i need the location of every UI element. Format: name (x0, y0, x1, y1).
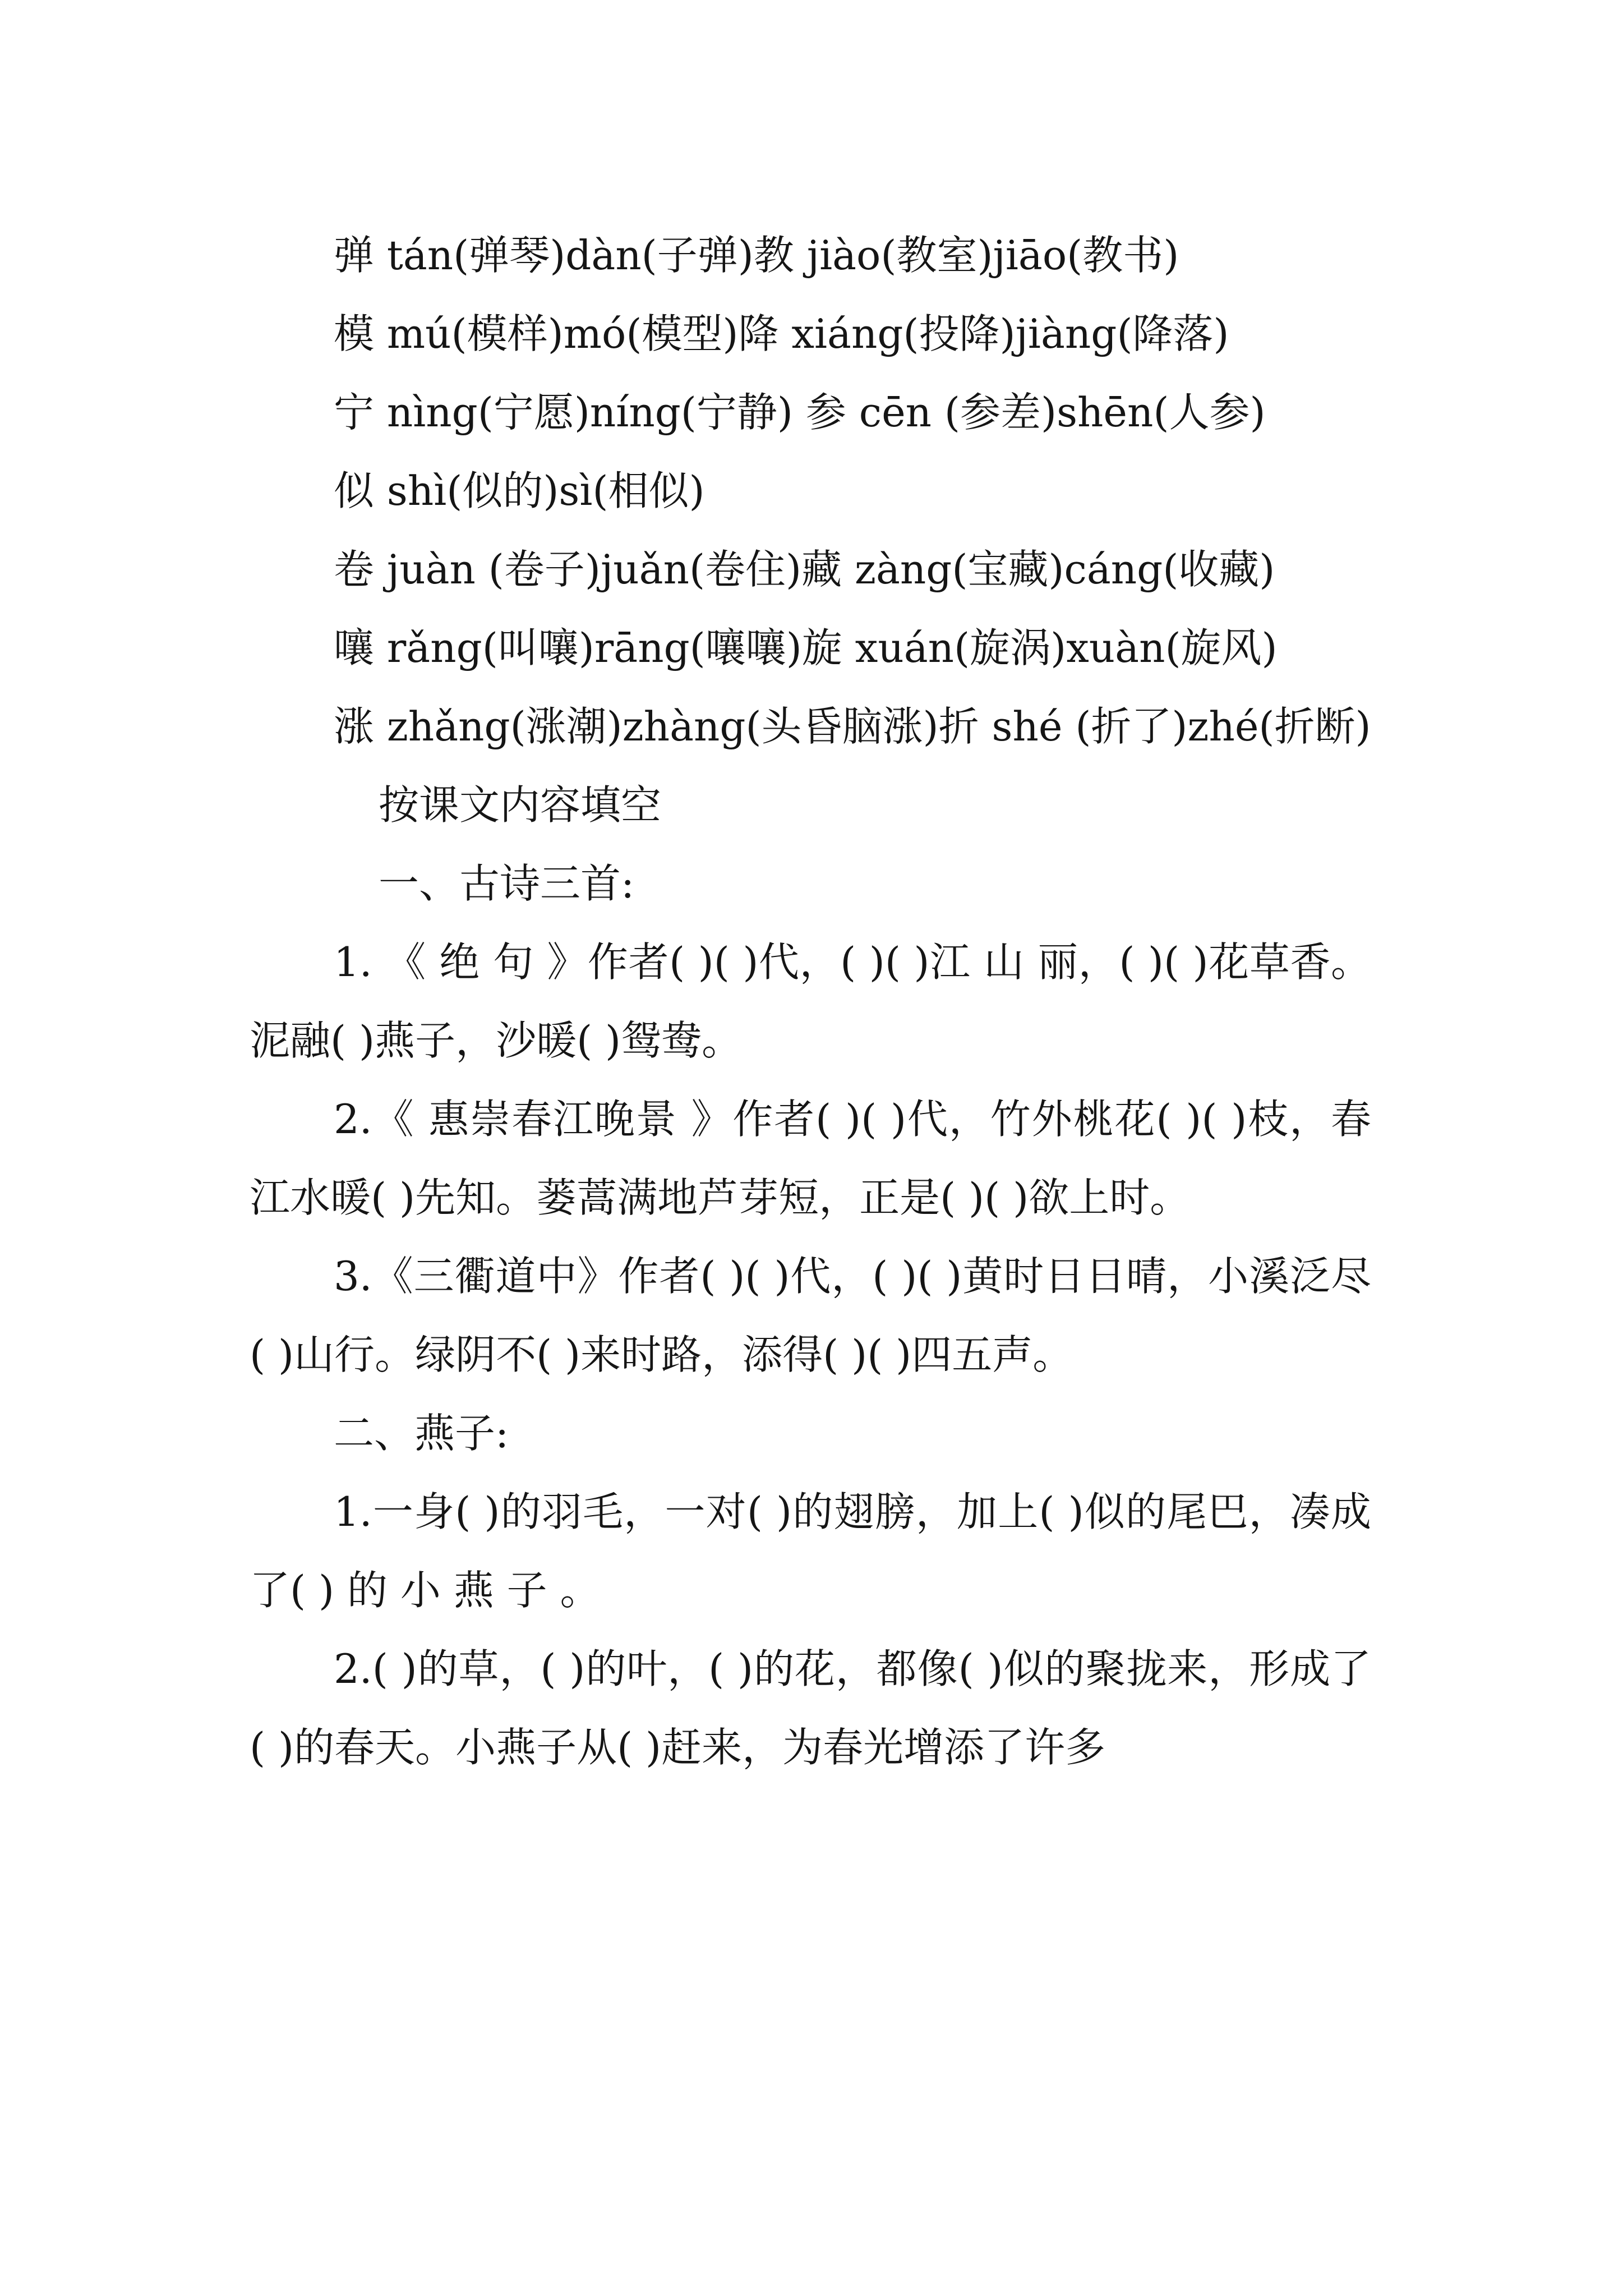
poem-item-3: 3.《三衢道中》作者( )( )代，( )( )黄时日日晴，小溪泛尽( )山行。绿阴不( )来时路，添得( )( )四五声。 (250, 1253, 1371, 1378)
polyphone-line-6: 嚷 rǎng(叫嚷)rāng(嚷嚷)旋 xuán(旋涡)xuàn(旋风) (334, 624, 1278, 671)
swallow-item-1: 1.一身( )的羽毛，一对( )的翅膀，加上( )似的尾巴，凑成了( ) 的 小 燕 子 。 (250, 1488, 1371, 1614)
polyphone-line-5: 卷 juàn (卷子)juǎn(卷住)藏 zàng(宝藏)cáng(收藏) (334, 546, 1275, 593)
poem-item-1: 1. 《 绝 句 》作者( )( )代，( )( )江 山 丽，( )( )花草香。泥融( )燕子，沙暖( )鸳鸯。 (250, 938, 1371, 1064)
polyphone-line-2: 模 mú(模样)mó(模型)降 xiáng(投降)jiàng(降落) (334, 310, 1229, 357)
polyphone-line-4: 似 shì(似的)sì(相似) (334, 467, 705, 514)
swallow-item-2: 2.( )的草，( )的叶，( )的花，都像( )似的聚拢来，形成了( )的春天。小燕子从( )赶来，为春光增添了许多 (250, 1645, 1371, 1771)
section-title-swallow: 二、燕子: (334, 1410, 509, 1457)
fill-in-heading: 按课文内容填空 (379, 781, 662, 829)
document-body (250, 216, 1371, 1787)
polyphone-line-7: 涨 zhǎng(涨潮)zhàng(头昏脑涨)折 shé (折了)zhé(折断) (334, 703, 1371, 750)
section-title-ancient-poems: 一、古诗三首: (379, 860, 635, 907)
polyphone-line-1: 弹 tán(弹琴)dàn(子弹)教 jiào(教室)jiāo(教书) (334, 232, 1179, 279)
polyphone-line-3: 宁 nìng(宁愿)níng(宁静) 参 cēn (参差)shēn(人参) (334, 389, 1266, 436)
poem-item-2: 2.《 惠崇春江晚景 》作者( )( )代，竹外桃花( )( )枝，春江水暖( )先知。蒌蒿满地芦芽短，正是( )( )欲上时。 (250, 1096, 1371, 1221)
